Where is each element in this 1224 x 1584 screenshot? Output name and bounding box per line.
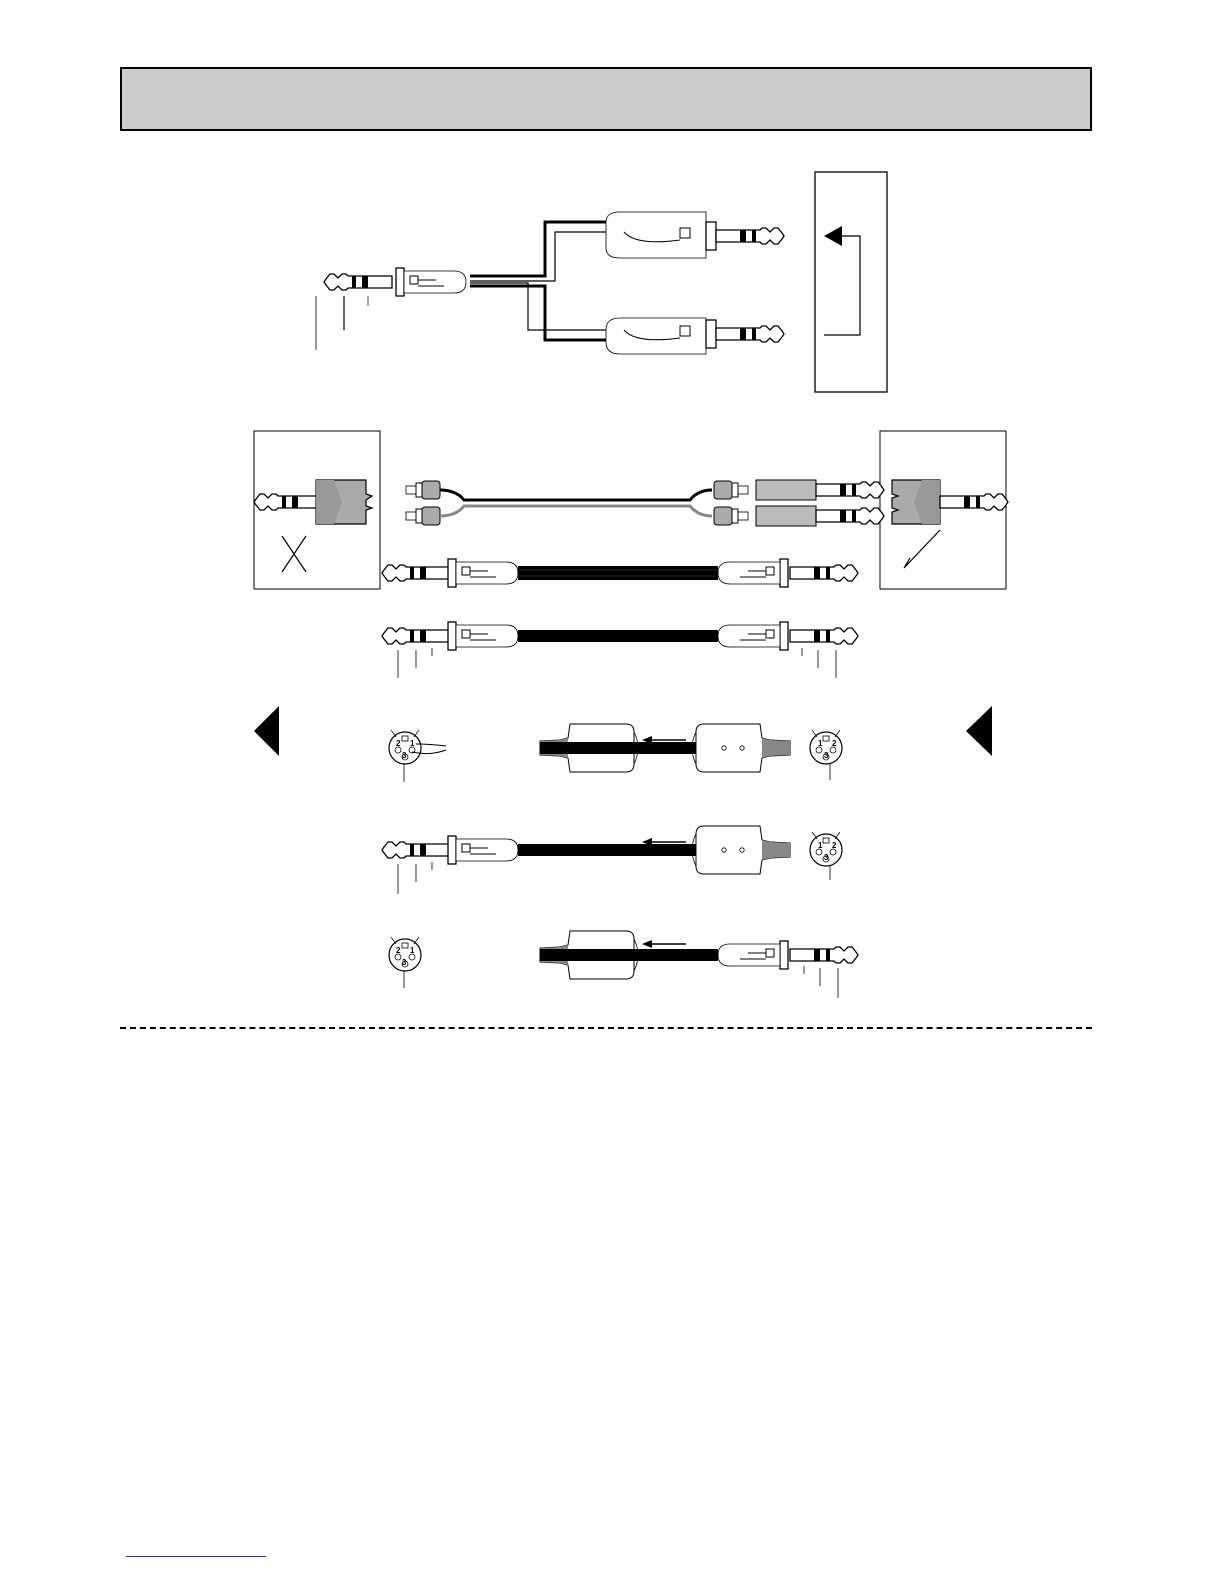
pin-label-2: 2	[396, 739, 401, 748]
pin-label-2: 2	[832, 841, 837, 850]
arrow-left-icon	[642, 940, 652, 948]
pin-label-1: 1	[410, 946, 415, 955]
stereo-jack-cable	[382, 622, 858, 678]
triangle-left-icon	[966, 706, 992, 756]
pin-label-3: 3	[824, 853, 829, 862]
pin-label-3: 3	[402, 958, 407, 967]
y-cable-diagram	[316, 172, 887, 392]
footer-link-underline[interactable]	[126, 1556, 266, 1557]
right-adapter-panel	[880, 431, 1008, 589]
jack-xlr-cable	[382, 826, 842, 894]
pin-label-1: 1	[410, 739, 415, 748]
mono-jack-cable	[382, 559, 858, 587]
pin-label-2: 2	[396, 946, 401, 955]
pin-label-1: 1	[818, 739, 823, 748]
pin-label-1: 1	[818, 841, 823, 850]
triangle-left-icon	[254, 706, 279, 756]
xlr-xlr-cable	[389, 724, 842, 782]
rca-double-cable	[406, 480, 884, 526]
wrong-adapter-panel	[254, 431, 380, 589]
dashed-divider	[120, 1027, 1092, 1029]
xlr-jack-cable	[389, 931, 858, 998]
pin-label-3: 3	[402, 751, 407, 760]
pin-label-3: 3	[824, 751, 829, 760]
pin-label-2: 2	[832, 739, 837, 748]
